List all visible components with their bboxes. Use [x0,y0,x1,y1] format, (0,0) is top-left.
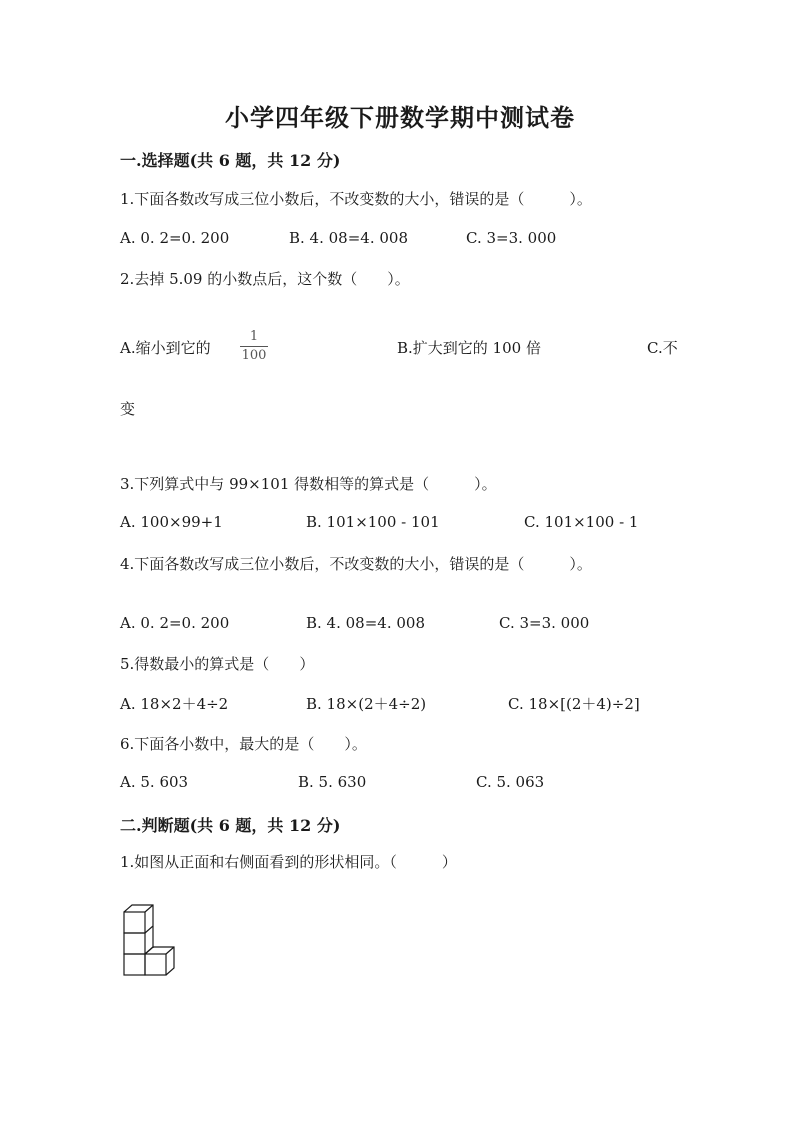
question-3-stem: 3.下列算式中与 99×101 得数相等的算式是（ ）。 [120,475,497,493]
question-6-stem: 6.下面各小数中，最大的是（ ）。 [120,735,367,753]
question-2-option-c-wrap: 变 [120,400,136,418]
question-4-stem: 4.下面各数改写成三位小数后，不改变数的大小，错误的是（ ）。 [120,555,592,573]
question-5-option-b: B. 18×(2＋4÷2) [306,695,427,713]
cube-stack-figure [118,900,188,984]
question-4-option-b: B. 4. 08=4. 008 [306,614,426,632]
question-4-option-a: A. 0. 2=0. 200 [120,614,230,632]
question-1-option-b: B. 4. 08=4. 008 [289,229,409,247]
section-heading-choice: 一.选择题(共 6 题，共 12 分) [120,151,341,170]
fraction-denominator: 100 [241,348,267,363]
fraction-numerator: 1 [249,329,259,344]
question-2-option-c: C.不 [647,339,678,357]
question-5-option-a: A. 18×2＋4÷2 [120,695,229,713]
question-6-option-b: B. 5. 630 [298,773,367,791]
question-3-option-b: B. 101×100 - 101 [306,513,440,531]
question-2-option-a: A.缩小到它的 [120,339,211,357]
question-2-stem: 2.去掉 5.09 的小数点后，这个数（ ）。 [120,270,410,288]
question-5-option-c: C. 18×[(2＋4)÷2] [508,695,640,713]
question-2-option-a-fraction [236,329,272,364]
question-3-option-c: C. 101×100 - 1 [524,513,639,531]
judgement-question-1-stem: 1.如图从正面和右侧面看到的形状相同。（ ） [120,853,457,871]
question-5-stem: 5.得数最小的算式是（ ） [120,655,315,673]
question-6-option-a: A. 5. 603 [120,773,189,791]
question-1-option-c: C. 3=3. 000 [466,229,557,247]
question-1-option-a: A. 0. 2=0. 200 [120,229,230,247]
question-2-option-b: B.扩大到它的 100 倍 [397,339,541,357]
question-6-option-c: C. 5. 063 [476,773,545,791]
page-title: 小学四年级下册数学期中测试卷 [225,103,575,132]
question-1-stem: 1.下面各数改写成三位小数后，不改变数的大小，错误的是（ ）。 [120,190,592,208]
question-3-option-a: A. 100×99+1 [120,513,223,531]
question-4-option-c: C. 3=3. 000 [499,614,590,632]
section-heading-judgement: 二.判断题(共 6 题，共 12 分) [120,816,341,835]
fraction-bar [240,346,268,347]
